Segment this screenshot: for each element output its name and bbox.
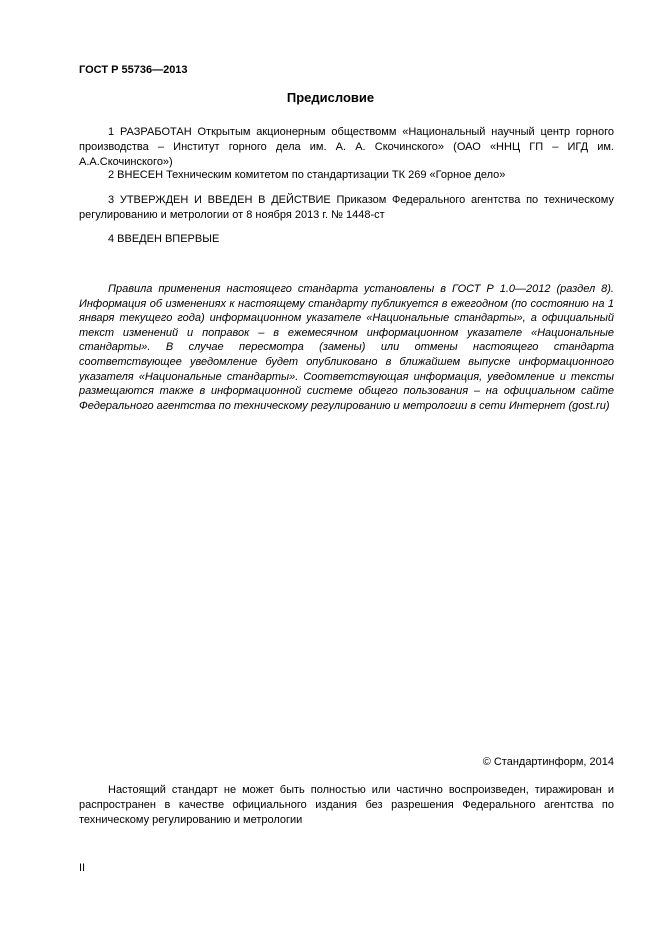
preface-item-submitted: 2 ВНЕСЕН Техническим комитетом по стандартизации ТК 269 «Горное дело»	[108, 169, 506, 181]
preface-item-first-introduced: 4 ВВЕДЕН ВПЕРВЫЕ	[108, 233, 220, 245]
reproduction-notice: Настоящий стандарт не может быть полностью или частично воспроизведен, тиражирован и распространен в качестве официального издания без разрешения Федерального агентства по техническому регулированию и метрологии	[79, 784, 614, 826]
page-number: II	[79, 862, 86, 874]
document-code: ГОСТ Р 55736—2013	[79, 64, 188, 76]
preface-item-developed: 1 РАЗРАБОТАН Открытым акционерным обществомм «Национальный научный центр горного производства – Институт горного дела им. А. А. Скочинского» (ОАО «ННЦ ГП – ИГД им. А.А.Скочинского»)	[79, 126, 614, 168]
preface-item-approved: 3 УТВЕРЖДЕН И ВВЕДЕН В ДЕЙСТВИЕ Приказом Федерального агентства по техническому регулированию и метрологии от 8 ноября 2013 г. № 1448-ст	[79, 194, 614, 221]
application-rules-note: Правила применения настоящего стандарта установлены в ГОСТ Р 1.0—2012 (раздел 8). Информация об изменениях к настоящему стандарту публикуется в ежегодном (по состоянию на 1 января текущего года) информационном указателе «Национальные стандарты», а официальный текст изменений и поправок – в ежемесячном информационном указателе «Национальные стандарты». В случае пересмотра (замены) или отмены настоящего стандарта соответствующее уведомление будет опубликовано в ближайшем выпуске информационного указателя «Национальные стандарты». Соответствующая информация, уведомление и тексты размещаются также в информационной системе общего пользования – на официальном сайте Федерального агентства по техническому регулированию и метрологии в сети Интернет (gost.ru)	[79, 283, 614, 412]
copyright-line: © Стандартинформ, 2014	[482, 756, 614, 768]
preface-title: Предисловие	[286, 90, 375, 105]
